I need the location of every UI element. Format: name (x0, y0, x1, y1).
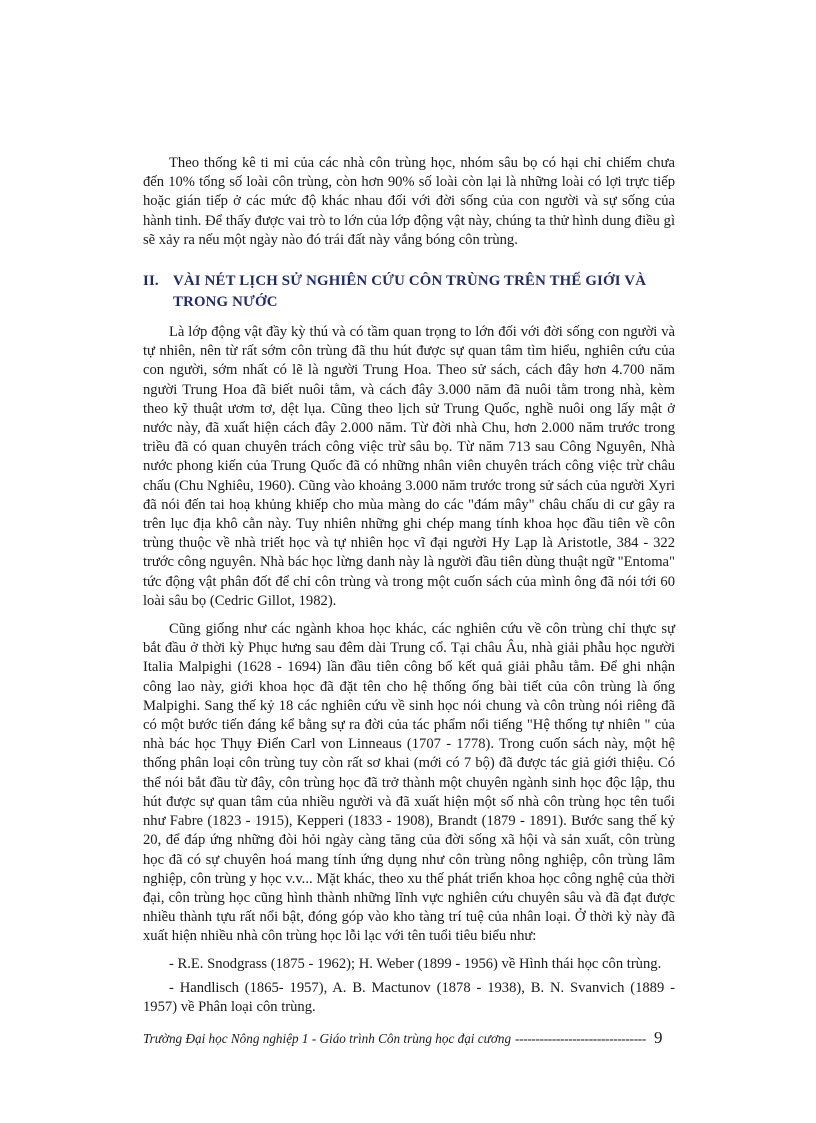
intro-paragraph: Theo thống kê ti mỉ của các nhà côn trùng học, nhóm sâu bọ có hại chỉ chiếm chưa đến 10% tổng số loài côn trùng, còn hơn 90% số loài còn lại là những loài có lợi trực tiếp hoặc gián tiếp ở các mức độ khác nhau đối với đời sống của con người và sự sống của hành tinh. Để thấy được vai trò to lớn của lớp động vật này, chúng ta thử hình dung điều gì sẽ xảy ra nếu một ngày nào đó trái đất này vắng bóng côn trùng. (143, 155, 675, 248)
section-heading (143, 271, 675, 313)
page-footer (143, 1028, 675, 1048)
list-item: - R.E. Snodgrass (1875 - 1962); H. Weber (1899 - 1956) về Hình thái học côn trùng. (169, 955, 662, 972)
body-paragraph-history: Là lớp động vật đầy kỳ thú và có tầm quan trọng to lớn đối với đời sống con người và tự nhiên, nên từ rất sớm côn trùng đã thu hút được sự quan tâm tìm hiểu, nghiên cứu của con người, sớm nhất có lẽ là người Trung Hoa. Theo sử sách, cách đây hơn 4.700 năm người Trung Hoa đã biết nuôi tằm, và cách đây 3.000 năm đã nuôi tằm trong nhà, kèm theo kỹ thuật ươm tơ, dệt lụa. Cũng theo lịch sử Trung Quốc, nghề nuôi ong lấy mật ở nước này, đã xuất hiện cách đây 2.000 năm. Từ đời nhà Chu, hơn 2.000 năm trước trong triều đã có quan chuyên trách công việc trừ sâu bọ. Từ năm 713 sau Công Nguyên, Nhà nước phong kiến của Trung Quốc đã có những nhân viên chuyên trách công việc trừ châu chấu (Chu Nghiêu, 1960). Cũng vào khoảng 3.000 năm trước trong sử sách của người Xyri đã nói đến tai hoạ khủng khiếp cho mùa màng do các "đám mây" châu chấu di cư gây ra trên lục địa khô cằn này. Tuy nhiên những ghi chép mang tính khoa học đầu tiên về côn trùng thuộc về nhà triết học và tự nhiên học vĩ đại người Hy Lạp là Aristotle, 384 - 322 trước công nguyên. Nhà bác học lừng danh này là người đầu tiên dùng thuật ngữ "Entoma" tức động vật phân đốt để chỉ côn trùng và trong một cuốn sách của mình ông đã nói tới 60 loài sâu bọ (Cedric Gillot, 1982). (143, 324, 676, 609)
body-paragraph-renaissance: Cũng giống như các ngành khoa học khác, các nghiên cứu về côn trùng chỉ thực sự bắt đầu ở thời kỳ Phục hưng sau đêm dài Trung cổ. Tại châu Âu, nhà giải phẫu học người Italia Malpighi (1628 - 1694) lần đầu tiên công bố kết quả giải phẫu tằm. Để ghi nhận công lao này, giới khoa học đã đặt tên cho hệ thống ống bài tiết của côn trùng là ống Malpighi. Sang thế kỷ 18 các nghiên cứu về sinh học nói chung và côn trùng nói riêng đã có một bước tiến đáng kể bằng sự ra đời của tác phẩm nổi tiếng "Hệ thống tự nhiên " của nhà bác học Thụy Điển Carl von Linneaus (1707 - 1778). Trong cuốn sách này, một hệ thống phân loại côn trùng tuy còn rất sơ khai (mới có 7 bộ) đã được tác giả giới thiệu. Có thể nói bắt đầu từ đây, côn trùng học đã trở thành một chuyên ngành sinh học độc lập, thu hút được sự quan tâm của nhiều người và đã xuất hiện một số nhà côn trùng học tên tuổi như Fabre (1823 - 1915), Kepperi (1833 - 1908), Brandt (1879 - 1891). Bước sang thế kỷ 20, để đáp ứng những đòi hỏi ngày càng tăng của đời sống xã hội và sản xuất, côn trùng học đã có sự chuyên hoá mang tính ứng dụng như côn trùng nông nghiệp, côn trùng lâm nghiệp, côn trùng y học v.v... Mặt khác, theo xu thế phát triển khoa học công nghệ của thời đại, côn trùng học cũng hình thành những lĩnh vực nghiên cứu chuyên sâu và đã đạt được nhiều thành tựu rất nổi bật, đóng góp vào kho tàng trí tuệ của nhân loại. Ở thời kỳ này đã xuất hiện nhiều nhà côn trùng học lỗi lạc với tên tuổi tiêu biểu như: (143, 621, 675, 945)
page-content (143, 154, 675, 1017)
list-item: - Handlisch (1865- 1957), A. B. Mactunov (1878 - 1938), B. N. Svanvich (1889 - 1957) về Phân loại côn trùng. (143, 979, 675, 1015)
section-title: VÀI NÉT LỊCH SỬ NGHIÊN CỨU CÔN TRÙNG TRÊN THẾ GIỚI VÀ TRONG NƯỚC (173, 273, 647, 311)
section-number: II. (143, 273, 159, 290)
footer-dashes: -------------------------------- (515, 1031, 646, 1046)
footer-text: Trường Đại học Nông nghiệp 1 - Giáo trình Côn trùng học đại cương (143, 1031, 512, 1046)
page-number: 9 (653, 1028, 663, 1047)
